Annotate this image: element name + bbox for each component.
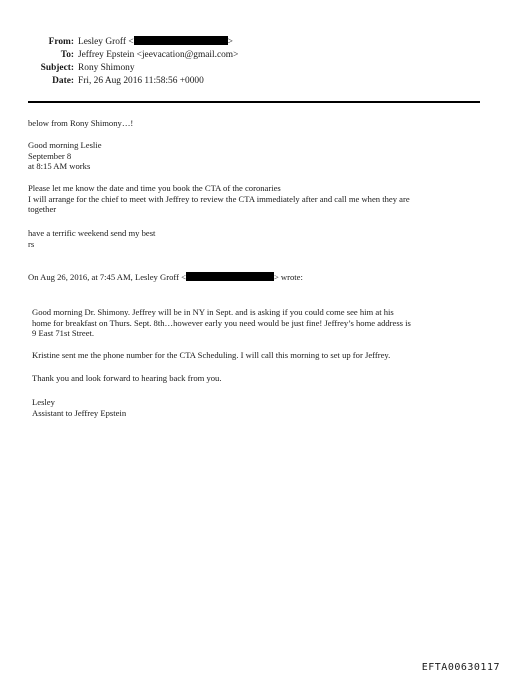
email-header bbox=[0, 36, 512, 88]
quoted-signature bbox=[32, 397, 487, 418]
to-row bbox=[0, 49, 512, 62]
quote-header-start: On Aug 26, 2016, at 7:45 AM, Lesley Groff < bbox=[28, 272, 186, 282]
quoted-paragraph-3: Thank you and look forward to hearing back from you. bbox=[32, 373, 222, 383]
quoted-paragraph-2: Kristine sent me the phone number for the CTA Scheduling. I will call this morning to set up for Jeffrey. bbox=[32, 350, 391, 360]
from-label: From: bbox=[48, 37, 74, 47]
subject-label: Subject: bbox=[40, 63, 74, 73]
request-block bbox=[28, 183, 480, 215]
from-end: > bbox=[227, 37, 233, 47]
bates-number: EFTA00630117 bbox=[421, 662, 500, 673]
signoff-line: have a terrific weekend send my best bbox=[28, 228, 156, 238]
signoff-line: rs bbox=[28, 238, 35, 249]
request-line: together bbox=[28, 204, 57, 214]
greeting-line: September 8 bbox=[28, 150, 72, 161]
quoted-line: Good morning Dr. Shimony. Jeffrey will be in NY in Sept. and is asking if you could come see him at his bbox=[32, 307, 394, 317]
to-value: Jeffrey Epstein <jeevacation@gmail.com> bbox=[78, 50, 239, 60]
subject-row bbox=[0, 62, 512, 75]
quoted-line: 9 East 71st Street. bbox=[32, 328, 95, 338]
quoted-line: home for breakfast on Thurs. Sept. 8th…however early you need would be just fine! Jeffrey’s home address is bbox=[32, 317, 411, 328]
request-line: I will arrange for the chief to meet with Jeffrey to review the CTA immediately after and call me when they are bbox=[28, 193, 410, 204]
greeting-block bbox=[28, 140, 480, 172]
redaction-bar bbox=[186, 272, 274, 281]
redaction-bar bbox=[134, 36, 228, 45]
subject-value: Rony Shimony bbox=[78, 63, 135, 73]
greeting-line: Good morning Leslie bbox=[28, 140, 102, 150]
quote-header bbox=[28, 272, 480, 283]
quote-header-end: > wrote: bbox=[273, 272, 303, 282]
signature-title: Assistant to Jeffrey Epstein bbox=[32, 407, 127, 418]
date-row bbox=[0, 75, 512, 88]
intro-line: below from Rony Shimony…! bbox=[28, 118, 134, 128]
date-label: Date: bbox=[52, 76, 74, 86]
from-name: Lesley Groff < bbox=[78, 37, 134, 47]
quoted-paragraph-1 bbox=[32, 307, 487, 339]
signoff-block bbox=[28, 228, 480, 249]
request-line: Please let me know the date and time you book the CTA of the coronaries bbox=[28, 183, 281, 193]
header-divider bbox=[28, 101, 480, 103]
greeting-line: at 8:15 AM works bbox=[28, 161, 91, 171]
signature-name: Lesley bbox=[32, 397, 55, 407]
to-label: To: bbox=[60, 50, 74, 60]
date-value: Fri, 26 Aug 2016 11:58:56 +0000 bbox=[78, 76, 204, 86]
from-row bbox=[0, 36, 512, 49]
